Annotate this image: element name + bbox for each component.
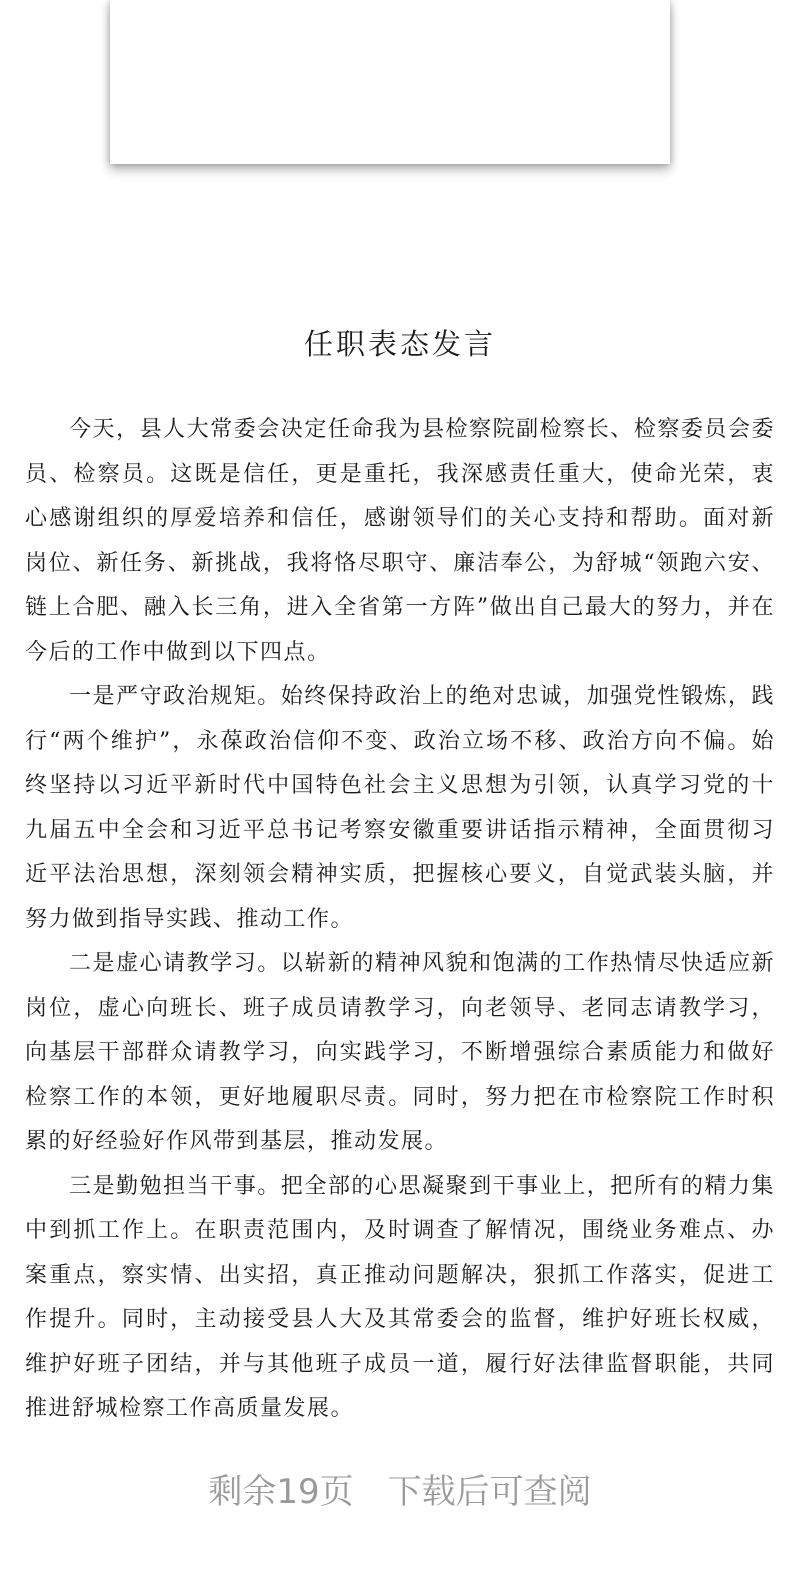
- paragraph-point-two: 二是虚心请教学习。以崭新的精神风貌和饱满的工作热情尽快适应新岗位，虚心向班长、班子成员请教学习，向老领导、老同志请教学习，向基层干部群众请教学习，向实践学习，不断增强综合素质能力和做好检察工作的本领，更好地履职尽责。同时，努力把在市检察院工作时积累的好经验好作风带到基层，推动发展。: [25, 951, 775, 1154]
- previous-page-sheet: [110, 0, 670, 164]
- download-to-view-text: 下载后可查阅: [387, 1472, 592, 1512]
- paragraph-point-three: 三是勤勉担当干事。把全部的心思凝聚到干事业上，把所有的精力集中到抓工作上。在职责范围内，及时调查了解情况，围绕业务难点、办案重点，察实情、出实招，真正推动问题解决，狠抓工作落实，促进工作提升。同时，主动接受县人大及其常委会的监督，维护好班长权威，维护好班子团结，并与其他班子成员一道，履行好法律监督职能，共同推进舒城检察工作高质量发展。: [25, 1173, 775, 1421]
- download-prompt[interactable]: [0, 1468, 800, 1516]
- remaining-pages-text: 剩余19页: [208, 1472, 354, 1512]
- document-title: 任职表态发言: [303, 327, 496, 361]
- paragraph-intro: 今天，县人大常委会决定任命我为县检察院副检察长、检察委员会委员、检察员。这既是信任，更是重托，我深感责任重大，使命光荣，衷心感谢组织的厚爱培养和信任，感谢领导们的关心支持和帮助。面对新岗位、新任务、新挑战，我将恪尽职守、廉洁奉公，为舒城“领跑六安、链上合肥、融入长三角，进入全省第一方阵”做出自己最大的努力，并在今后的工作中做到以下四点。: [25, 417, 775, 665]
- document-body: [25, 408, 775, 1432]
- paragraph-point-one: 一是严守政治规矩。始终保持政治上的绝对忠诚，加强党性锻炼，践行“两个维护”，永葆政治信仰不变、政治立场不移、政治方向不偏。始终坚持以习近平新时代中国特色社会主义思想为引领，认真学习党的十九届五中全会和习近平总书记考察安徽重要讲话指示精神，全面贯彻习近平法治思想，深刻领会精神实质，把握核心要义，自觉武装头脑，并努力做到指导实践、推动工作。: [25, 684, 775, 932]
